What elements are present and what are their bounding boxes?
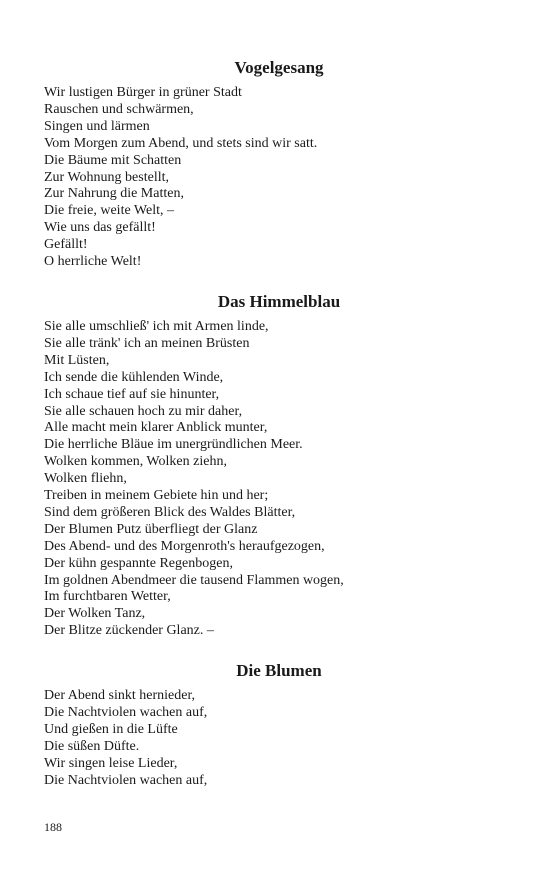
page-number: 188 — [44, 820, 62, 834]
verse-line: Im furchtbaren Wetter, — [44, 589, 171, 605]
verse-line: Der Abend sinkt hernieder, — [44, 688, 196, 704]
verse-line: Ich sende die kühlenden Winde, — [44, 369, 224, 385]
verse-line: Die süßen Düfte. — [44, 738, 140, 754]
verse-line: Rauschen und schwärmen, — [44, 101, 194, 117]
poem-title: Das Himmelblau — [217, 291, 341, 311]
verse-line: Wolken kommen, Wolken ziehn, — [44, 454, 227, 470]
poem-title: Vogelgesang — [234, 58, 324, 77]
verse-line: Ich schaue tief auf sie hinunter, — [44, 386, 220, 402]
page-content — [44, 58, 514, 811]
verse-line: Wolken fliehn, — [44, 471, 127, 487]
verse-line: Treiben in meinem Gebiete hin und her; — [44, 488, 269, 504]
verse-line: Zur Nahrung die Matten, — [44, 186, 184, 202]
verse-line: Der Blumen Putz überfliegt der Glanz — [44, 521, 258, 537]
verse-line: Sie alle schauen hoch zu mir daher, — [44, 403, 243, 419]
verse-line: Sind dem größeren Blick des Waldes Blätter, — [44, 504, 296, 520]
verse-line: Der kühn gespannte Regenbogen, — [44, 555, 233, 571]
verse-line: Der Blitze zückender Glanz. – — [44, 623, 214, 639]
verse-line: Wie uns das gefällt! — [44, 220, 156, 236]
verse-line: Die herrliche Bläue im unergründlichen Meer. — [44, 437, 303, 453]
verse-line: Die Nachtviolen wachen auf, — [44, 772, 208, 788]
verse-line: Mit Lüsten, — [44, 352, 110, 368]
verse-line: Zur Wohnung bestellt, — [44, 169, 169, 185]
verse-line: Wir lustigen Bürger in grüner Stadt — [44, 85, 242, 100]
poem-das-himmelblau — [44, 292, 514, 640]
verse-line: Des Abend- und des Morgenroth's heraufgezogen, — [44, 538, 325, 554]
verse-line: Die Bäume mit Schatten — [44, 152, 182, 168]
verse-line: Die Nachtviolen wachen auf, — [44, 705, 208, 721]
poem-title: Die Blumen — [236, 661, 322, 681]
verse-list — [44, 688, 514, 789]
verse-line: Alle macht mein klarer Anblick munter, — [44, 420, 268, 436]
verse-line: Der Wolken Tanz, — [44, 606, 146, 622]
verse-line: Sie alle tränk' ich an meinen Brüsten — [44, 335, 250, 351]
verse-line: Im goldnen Abendmeer die tausend Flammen wogen, — [44, 572, 344, 588]
verse-line: Wir singen leise Lieder, — [44, 755, 178, 771]
verse-line: Vom Morgen zum Abend, und stets sind wir satt. — [44, 135, 318, 151]
verse-line: O herrliche Welt! — [44, 254, 142, 270]
verse-line: Und gießen in die Lüfte — [44, 722, 178, 737]
verse-line: Singen und lärmen — [44, 118, 150, 134]
poem-die-blumen — [44, 661, 514, 789]
verse-list — [44, 319, 514, 640]
verse-line: Gefällt! — [44, 237, 88, 253]
verse-list — [44, 85, 514, 271]
poem-vogelgesang — [44, 58, 514, 271]
verse-line: Die freie, weite Welt, – — [44, 203, 175, 219]
verse-line: Sie alle umschließ' ich mit Armen linde, — [44, 318, 269, 334]
